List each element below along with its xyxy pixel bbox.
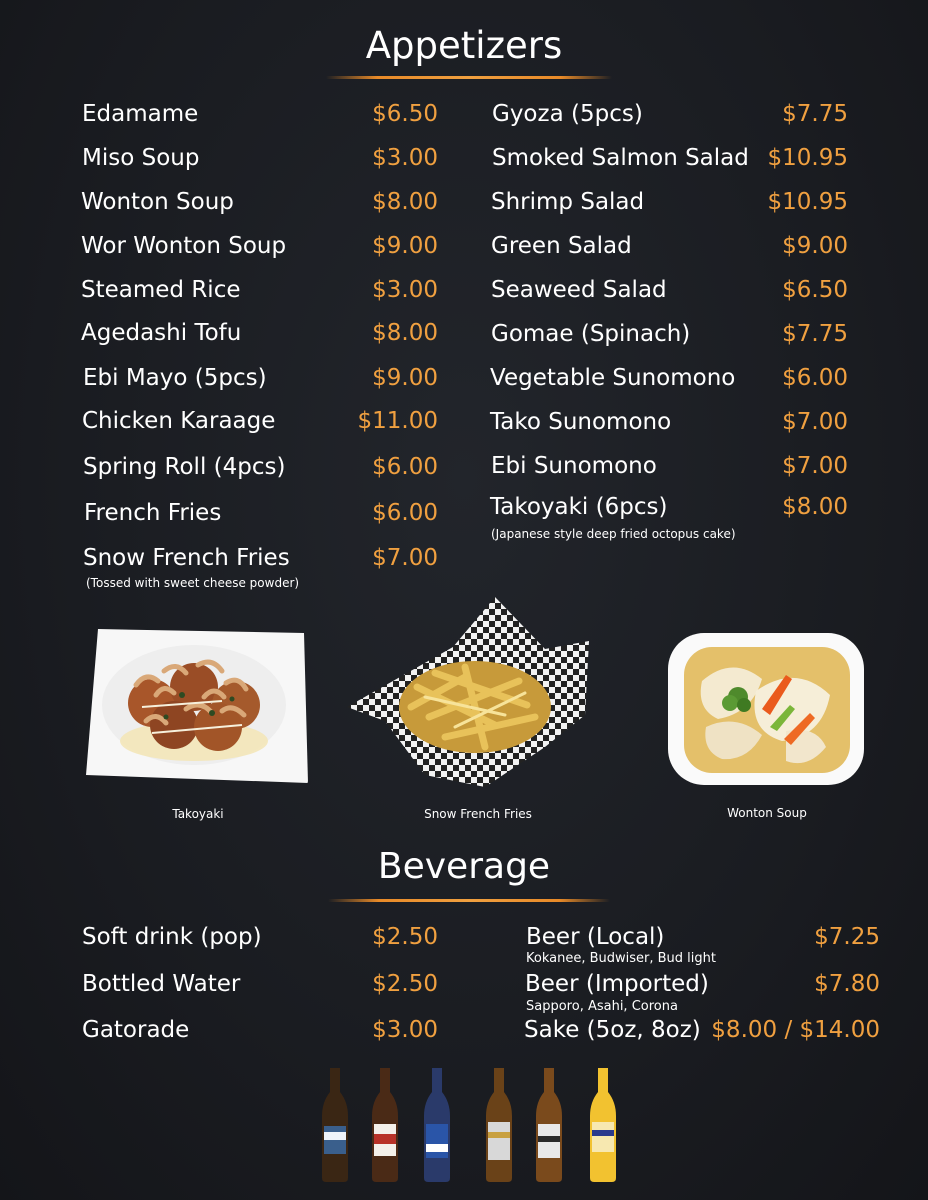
- menu-item-price: $8.00: [782, 494, 848, 520]
- menu-item-price: $7.80: [814, 971, 880, 997]
- menu-item-name: Snow French Fries: [83, 545, 290, 571]
- budweiser-bottle-icon: [372, 1068, 398, 1182]
- bud-light-bottle-icon: [424, 1068, 450, 1182]
- menu-item-price: $7.00: [372, 545, 438, 571]
- menu-item-price: $8.00: [372, 320, 438, 346]
- menu-item-note: Sapporo, Asahi, Corona: [526, 999, 678, 1014]
- menu-item-price: $7.25: [814, 924, 880, 950]
- kokanee-bottle-icon: [322, 1068, 348, 1182]
- appetizers-title: Appetizers: [365, 24, 563, 67]
- fries-photo: [345, 597, 591, 789]
- menu-item-price: $10.95: [767, 145, 848, 171]
- beer-bottles: [310, 1066, 630, 1182]
- menu-item-price: $11.00: [357, 408, 438, 434]
- menu-item-name: Bottled Water: [82, 971, 241, 997]
- menu-item-name: Seaweed Salad: [491, 277, 667, 303]
- menu-item-price: $9.00: [372, 233, 438, 259]
- menu-item-note: (Tossed with sweet cheese powder): [86, 576, 300, 590]
- asahi-bottle-icon: [536, 1068, 562, 1182]
- appetizers-divider: [326, 76, 612, 79]
- menu-item-name: Green Salad: [491, 233, 632, 259]
- menu-item-name: Agedashi Tofu: [81, 320, 242, 346]
- wonton-soup-photo: [666, 631, 866, 787]
- menu-item-note: Kokanee, Budwiser, Bud light: [526, 951, 716, 966]
- menu-item-note: (Japanese style deep fried octopus cake): [491, 527, 736, 541]
- corona-bottle-icon: [590, 1068, 616, 1182]
- menu-item-price: $8.00: [372, 189, 438, 215]
- menu-item-price: $3.00: [372, 1017, 438, 1043]
- menu-item-name: Ebi Sunomono: [491, 453, 657, 479]
- menu-item-price: $8.00 / $14.00: [711, 1017, 880, 1043]
- sapporo-bottle-icon: [486, 1068, 512, 1182]
- menu-item-name: Vegetable Sunomono: [490, 365, 736, 391]
- menu-item-name: Spring Roll (4pcs): [83, 454, 286, 480]
- menu-item-price: $7.75: [782, 101, 848, 127]
- menu-item-name: Wonton Soup: [81, 189, 234, 215]
- menu-item-price: $7.00: [782, 453, 848, 479]
- menu-item-name: Edamame: [82, 101, 199, 127]
- menu-item-name: Shrimp Salad: [491, 189, 645, 215]
- menu-item-price: $6.00: [372, 454, 438, 480]
- beverage-divider: [328, 899, 610, 902]
- menu-item-name: French Fries: [84, 500, 222, 526]
- menu-item-name: Ebi Mayo (5pcs): [83, 365, 267, 391]
- menu-item-name: Soft drink (pop): [82, 924, 262, 950]
- menu-item-price: $9.00: [782, 233, 848, 259]
- menu-item-price: $3.00: [372, 277, 438, 303]
- menu-item-name: Tako Sunomono: [490, 409, 672, 435]
- menu-item-name: Sake (5oz, 8oz): [524, 1017, 701, 1043]
- menu-item-name: Chicken Karaage: [82, 408, 276, 434]
- menu-item-price: $6.00: [372, 500, 438, 526]
- menu-item-name: Steamed Rice: [81, 277, 241, 303]
- menu-item-name: Wor Wonton Soup: [81, 233, 287, 259]
- menu-item-price: $9.00: [372, 365, 438, 391]
- menu-item-name: Smoked Salmon Salad: [492, 145, 749, 171]
- menu-item-price: $2.50: [372, 971, 438, 997]
- menu-item-price: $3.00: [372, 145, 438, 171]
- menu-item-price: $6.50: [372, 101, 438, 127]
- beverage-title: Beverage: [377, 846, 551, 887]
- menu-item-name: Gomae (Spinach): [491, 321, 691, 347]
- menu-item-price: $10.95: [767, 189, 848, 215]
- menu-item-price: $6.00: [782, 365, 848, 391]
- photo-caption: Wonton Soup: [727, 806, 807, 820]
- menu-item-price: $7.75: [782, 321, 848, 347]
- menu-item-price: $7.00: [782, 409, 848, 435]
- menu-item-name: Beer (Local): [526, 924, 665, 950]
- photo-caption: Takoyaki: [172, 807, 224, 821]
- menu-item-name: Gyoza (5pcs): [492, 101, 643, 127]
- menu-item-price: $6.50: [782, 277, 848, 303]
- menu-item-name: Beer (Imported): [525, 971, 709, 997]
- menu-item-name: Gatorade: [82, 1017, 190, 1043]
- menu-item-name: Takoyaki (6pcs): [490, 494, 668, 520]
- menu-item-price: $2.50: [372, 924, 438, 950]
- takoyaki-photo: [86, 625, 308, 785]
- photo-caption: Snow French Fries: [424, 807, 532, 821]
- menu-item-name: Miso Soup: [82, 145, 200, 171]
